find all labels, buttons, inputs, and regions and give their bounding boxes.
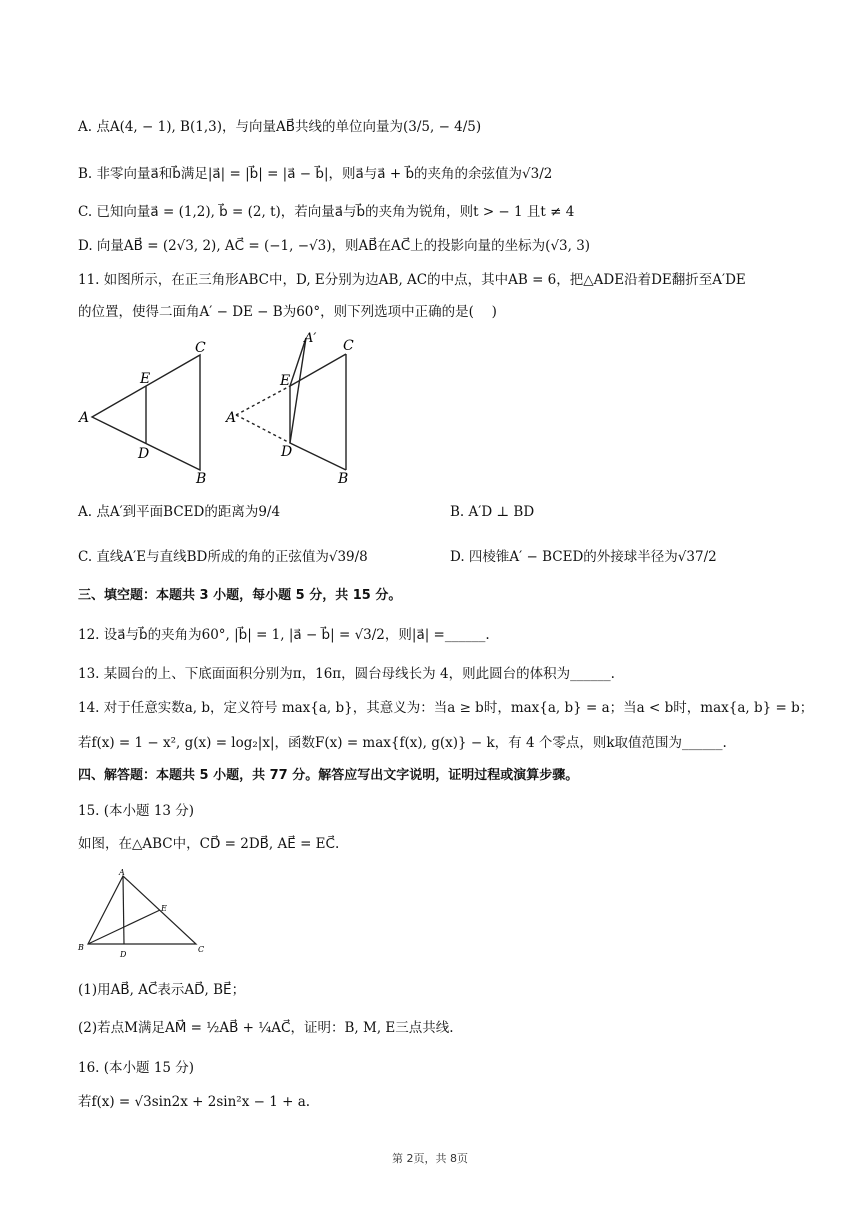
q11-figure: [70, 330, 370, 490]
section3-title: 三、填空题：本题共 3 小题，每小题 5 分，共 15 分。: [78, 588, 402, 603]
fig1-label-d: D: [138, 446, 150, 462]
q10-option-c: C. 已知向量a⃗ = (1,2), b⃗ = (2, t)，若向量a⃗与b⃗的夹角为锐角，则t > − 1 且t ≠ 4: [78, 204, 575, 220]
fig2-label-b: B: [338, 471, 349, 487]
q12: 12. 设a⃗与b⃗的夹角为60°, |b⃗| = 1, |a⃗ − b⃗| = √3/2，则|a⃗| =______.: [78, 627, 490, 643]
fig2-label-e: E: [280, 373, 291, 389]
q15-figure: [74, 866, 214, 962]
q15-fig-label-b: B: [78, 943, 84, 952]
fig1-label-b: B: [196, 471, 207, 487]
q15-fig-label-e: E: [161, 904, 167, 913]
fig2-label-c: C: [343, 338, 354, 354]
q11-stem-line1: 11. 如图所示，在正三角形ABC中，D, E分别为边AB, AC的中点，其中AB = 6，把△ADE沿着DE翻折至A′DE: [78, 272, 746, 288]
q14-line1: 14. 对于任意实数a, b，定义符号 max{a, b}，其意义为：当a ≥ b时，max{a, b} = a；当a < b时，max{a, b} = b；: [78, 700, 814, 716]
fig2-label-a: A: [226, 410, 237, 426]
q11-option-a: A. 点A′到平面BCED的距离为9/4: [78, 504, 281, 520]
q15-part1: (1)用AB⃗, AC⃗表示AD⃗, BE⃗；: [78, 982, 246, 998]
q10-option-b: B. 非零向量a⃗和b⃗满足|a⃗| = |b⃗| = |a⃗ − b⃗|，则a⃗与a⃗ + b⃗的夹角的余弦值为√3/2: [78, 166, 553, 182]
q15-header: 15. (本小题 13 分): [78, 803, 195, 819]
q11-stem-line2: 的位置，使得二面角A′ − DE − B为60°，则下列选项中正确的是( ): [78, 304, 497, 320]
q10-option-a: A. 点A(4, − 1), B(1,3)，与向量AB⃗共线的单位向量为(3/5, − 4/5): [78, 119, 482, 135]
q11-option-c: C. 直线A′E与直线BD所成的角的正弦值为√39/8: [78, 549, 368, 565]
fig1-label-c: C: [195, 340, 206, 356]
q15-fig-label-a: A: [119, 868, 125, 877]
fig2-label-d: D: [281, 444, 293, 460]
q16-header: 16. (本小题 15 分): [78, 1060, 195, 1076]
section4-title: 四、解答题：本题共 5 小题，共 77 分。解答应写出文字说明，证明过程或演算步骤。: [78, 768, 579, 783]
q14-line2: 若f(x) = 1 − x², g(x) = log₂|x|，函数F(x) = max{f(x), g(x)} − k，有 4 个零点，则k取值范围为______.: [78, 735, 727, 751]
q10-option-d: D. 向量AB⃗ = (2√3, 2), AC⃗ = (−1, −√3)，则AB⃗在AC⃗上的投影向量的坐标为(√3, 3): [78, 238, 591, 254]
q15-fig-label-c: C: [198, 945, 205, 954]
page-footer: 第 2页，共 8页: [392, 1152, 468, 1165]
q11-option-d: D. 四棱锥A′ − BCED的外接球半径为√37/2: [450, 549, 717, 565]
q13: 13. 某圆台的上、下底面面积分别为π，16π，圆台母线长为 4，则此圆台的体积为______.: [78, 666, 615, 682]
fig2-label-aprime: A′: [304, 331, 317, 346]
fig1-label-e: E: [140, 371, 151, 387]
q11-option-b: B. A′D ⊥ BD: [450, 504, 535, 520]
fig1-label-a: A: [79, 410, 90, 426]
q15-stem: 如图，在△ABC中，CD⃗ = 2DB⃗, AE⃗ = EC⃗.: [78, 836, 340, 852]
q15-fig-label-d: D: [120, 950, 127, 959]
q15-part2: (2)若点M满足AM⃗ = ½AB⃗ + ¼AC⃗，证明：B, M, E三点共线.: [78, 1020, 454, 1036]
q16-stem: 若f(x) = √3sin2x + 2sin²x − 1 + a.: [78, 1094, 311, 1110]
